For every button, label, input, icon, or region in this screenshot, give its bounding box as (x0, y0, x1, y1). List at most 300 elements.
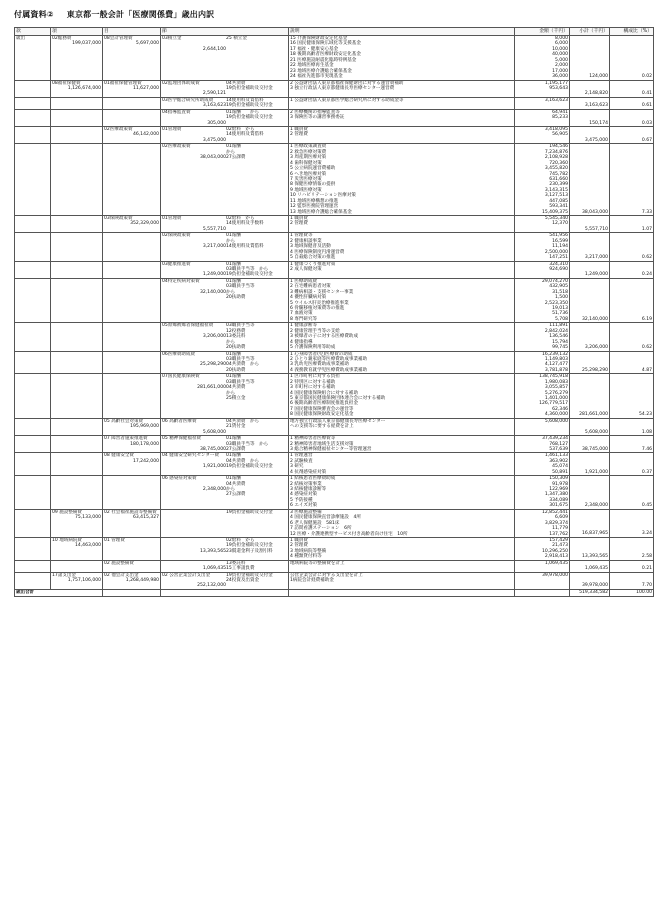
cell-amount-line: 6,609 (554, 515, 568, 521)
cell-desc-line: 7 災害医療対策 (290, 176, 322, 182)
setsu2-line: 01報酬 (226, 436, 241, 442)
table-row (15, 572, 654, 589)
cell-desc-line: 3 結核健康診断等 (290, 487, 327, 492)
cell-moku-line: 195,969,000 (130, 424, 159, 430)
setsu2-line: 13委託料 (226, 334, 246, 340)
cell-amount-line: 64,941 (552, 109, 568, 115)
cell-kou (51, 560, 103, 572)
table-row (15, 323, 654, 351)
cell-amount-line: 137,762 (549, 531, 568, 537)
cell-desc-line: 4 歯科保健対策 (290, 160, 322, 166)
setsu2-line: 27公課費 (226, 446, 246, 452)
cell-desc-line: 4 感染症対策 (290, 492, 318, 498)
setsu-line: 03医学総合研究所助成費 (162, 97, 214, 103)
setsu-right (226, 233, 287, 249)
cell-amount-line: 631,660 (549, 176, 568, 182)
cell-amount-line: 6,000 (554, 41, 568, 47)
cell-desc-line: 5 自殺総合対策の推進 (290, 255, 336, 261)
cell-desc-line: 5 介護保険利用等助成 (290, 345, 336, 351)
cell-amount-line: 334,089 (549, 497, 568, 503)
cell-amount-line: 1,069,435 (544, 560, 568, 566)
setsu-line: 3,163,623 (202, 103, 226, 109)
cell-desc-line: 5 ウイルス肝炎治療推進事業 (290, 300, 349, 306)
cell-amount-line: 2,842,024 (544, 328, 568, 334)
cell-kan (15, 127, 51, 144)
setsu-line: 32,140,000 (199, 289, 226, 295)
setsu2-line: 04共済費 (226, 385, 246, 391)
cell-moku-line: 46,142,000 (132, 132, 159, 138)
cell-desc-line: 1 健康づくり推進対策 (290, 261, 336, 267)
cell-amount (515, 476, 570, 510)
cell-amount-line: 157,429 (549, 537, 568, 543)
cell-kan (15, 351, 51, 374)
cell-setsu (161, 436, 289, 453)
table-row (15, 144, 654, 216)
cell-ratio: 2.58 (610, 537, 654, 560)
setsu2-line: 27公課費 (226, 155, 246, 161)
cell-desc-line: 1 区市町村に対する負担 (290, 374, 340, 380)
cell-desc (289, 216, 515, 233)
cell-desc (289, 144, 515, 216)
cell-desc-line: 1 精神障害者医療費等 (290, 436, 336, 442)
header-amount: 金額（千円） (515, 28, 570, 36)
header-ratio: 構成比（%） (610, 28, 654, 36)
setsu2-line: 03職員手当等 から (226, 266, 269, 272)
cell-subtotal: 39,978,000 (570, 572, 610, 589)
cell-desc-line: 3 周産期医療対策 (290, 155, 327, 161)
cell-amount-line: 122,969 (549, 487, 568, 492)
total-subtotal: 519,334,582 (570, 589, 610, 597)
cell-amount-line: 432,905 (549, 284, 568, 290)
cell-moku-line: 07 障害者施策推進費 (104, 436, 148, 442)
cell-amount-line: 37,439,234 (541, 436, 568, 442)
cell-desc (289, 418, 515, 435)
cell-kan (15, 36, 51, 81)
cell-amount-line: 16,239,132 (541, 351, 568, 357)
table-body (15, 36, 654, 590)
setsu-line: 252,132,000 (197, 583, 226, 589)
setsu-right (226, 36, 287, 52)
cell-kou (51, 109, 103, 126)
cell-setsu (161, 109, 289, 126)
cell-subtotal: 3,163,623 (570, 97, 610, 109)
cell-kou (51, 278, 103, 323)
setsu-line: 04指導監査費 (162, 109, 191, 115)
cell-desc-line: 3 市町村に対する補助 (290, 385, 336, 391)
cell-amount-line: 3,055,857 (544, 385, 568, 391)
cell-moku (103, 127, 161, 144)
cell-amount-line: 91,978 (552, 481, 568, 487)
cell-amount-line: 4,360,000 (544, 412, 568, 418)
setsu2-line: 02給料 から (226, 216, 255, 221)
cell-ratio: 0.02 (610, 36, 654, 81)
table-row (15, 216, 654, 233)
setsu2-line: から (226, 339, 236, 345)
cell-amount-line: 39,978,000 (541, 572, 568, 578)
header-kan: 款 (15, 28, 51, 36)
setsu-right (226, 262, 287, 278)
setsu-line: 04特定疾病対策費 (162, 278, 200, 284)
cell-kan (15, 323, 51, 351)
budget-table (14, 27, 654, 597)
setsu2-line: 19負担金補助及交付金 (226, 115, 273, 121)
cell-amount-line: 541,956 (549, 233, 568, 239)
cell-amount-line: 10,000 (552, 46, 568, 52)
cell-desc-line: 1病院会計経費補助金 (290, 578, 334, 583)
cell-desc (289, 80, 515, 97)
cell-amount (515, 436, 570, 453)
cell-amount-line: 1,500 (554, 295, 568, 301)
setsu2-line: 21貸付金 (226, 424, 246, 430)
setsu-left (162, 573, 226, 589)
cell-subtotal: 150,174 (570, 109, 610, 126)
setsu2-line: 23償還金利子及割引料 (226, 548, 273, 554)
setsu2-line: 03職員手当等 (226, 379, 255, 385)
cell-kan (15, 233, 51, 261)
cell-desc-line: 1 職員費 (290, 537, 308, 543)
setsu-left (162, 476, 226, 498)
cell-amount-line: 147,251 (549, 255, 568, 261)
cell-amount (515, 216, 570, 233)
cell-desc-line: 4 国民健康保険直営診療施設 4所 (290, 515, 361, 521)
cell-desc (289, 233, 515, 261)
cell-kan (15, 436, 51, 453)
page-title (14, 9, 224, 20)
table-row (15, 261, 654, 278)
cell-desc-line: 2 在宅難病患者対策 (290, 284, 331, 290)
cell-kan (15, 476, 51, 510)
cell-kou (51, 261, 103, 278)
cell-subtotal: 3,206,000 (570, 323, 610, 351)
cell-kou (51, 374, 103, 419)
cell-desc (289, 560, 515, 572)
setsu2-line: から (226, 289, 236, 295)
header-moku: 目 (103, 28, 161, 36)
setsu-left (162, 538, 226, 554)
cell-desc (289, 537, 515, 560)
table-row (15, 80, 654, 97)
setsu-right (226, 81, 287, 97)
cell-amount-line: 136,546 (549, 334, 568, 340)
cell-moku (103, 537, 161, 560)
cell-kan (15, 537, 51, 560)
cell-desc-line: 8 保健医療情報の提供 (290, 182, 336, 188)
cell-amount-line: 301,675 (549, 503, 568, 509)
setsu-right (226, 352, 287, 374)
cell-amount (515, 36, 570, 81)
setsu-line: 2,590,121 (202, 91, 226, 97)
cell-ratio: 1.08 (610, 418, 654, 435)
cell-ratio: 0.03 (610, 109, 654, 126)
cell-moku (103, 109, 161, 126)
setsu-left (162, 323, 226, 350)
cell-desc-line: 1 職員費 (290, 216, 308, 221)
setsu2-line: 01報酬 (226, 233, 241, 239)
cell-amount-line: 593,341 (549, 204, 568, 210)
cell-desc-line: 1 健康診断等 (290, 323, 318, 329)
cell-ratio: 7.33 (610, 144, 654, 216)
cell-setsu (161, 127, 289, 144)
header-subtotal: 小計（千円） (570, 28, 610, 36)
table-header-row (15, 28, 654, 36)
header-kou: 項 (51, 28, 103, 36)
cell-amount-line: 194,546 (549, 144, 568, 150)
cell-desc-line: 2 救急医療対策費 (290, 149, 327, 155)
setsu2-line: 01報酬 (226, 278, 241, 284)
cell-desc-line: 10 リハビリテーション医療対策 (290, 193, 356, 199)
cell-desc-line: 2 管理費 (290, 543, 308, 549)
cell-kan (15, 80, 51, 97)
cell-desc-line: 23 地域医療介護総合確保基金 (290, 68, 352, 74)
cell-ratio: 3.24 (610, 509, 654, 537)
cell-kou-line: 14,463,000 (74, 543, 101, 549)
cell-moku (103, 572, 161, 589)
setsu-line: 07国民健康保険費 (162, 374, 200, 380)
table-row (15, 453, 654, 476)
cell-amount-line: 2,500,000 (544, 249, 568, 255)
table-row (15, 36, 654, 81)
cell-moku-line: 02 他会計支出金 (104, 572, 139, 578)
cell-amount-line: 12,370 (552, 221, 568, 227)
cell-moku (103, 509, 161, 537)
setsu2-line: から (226, 390, 236, 396)
cell-desc-line: 1 医療政策調査費 (290, 144, 327, 150)
cell-amount-line: 2,000 (554, 63, 568, 69)
cell-amount-line: 5,276,279 (544, 390, 568, 396)
setsu-line: 01管理費 (162, 127, 182, 132)
setsu-line: 1,921,000 (202, 464, 226, 470)
setsu2-line: 04共済費 (226, 481, 246, 487)
setsu-line: 05 精神保健福祉費 (162, 436, 202, 442)
cell-desc-line: 3 乳幼児医療費助成事業補助 (290, 362, 349, 368)
setsu2-line: 04共済費 から (226, 362, 260, 368)
table-row (15, 418, 654, 435)
cell-amount-line: 953,643 (549, 85, 568, 91)
setsu2-line: 01報酬 から (226, 109, 260, 115)
cell-amount (515, 127, 570, 144)
cell-subtotal: 1,069,435 (570, 560, 610, 572)
cell-desc-line: 3 被爆者の子に対する医療費助成 (290, 334, 358, 340)
cell-subtotal: 13,393,565 (570, 537, 610, 560)
cell-desc-line: 11 地域医療構想の推進 (290, 198, 339, 204)
cell-moku-line: 01 管理費 (104, 537, 125, 543)
cell-desc-line: 公営企業会計に対する支出金を計上 (290, 572, 363, 578)
cell-desc-line: 2 特別区に対する補助 (290, 379, 336, 385)
setsu2-line: 25 積立金 (226, 36, 247, 41)
cell-amount-line: 447,085 (549, 198, 568, 204)
cell-amount (515, 537, 570, 560)
cell-desc-line: 7 国民健康保険審査会の運営等 (290, 406, 354, 412)
cell-amount-line: 1,195,177 (544, 80, 568, 86)
cell-moku (103, 97, 161, 109)
setsu2-line: 19負担金補助及交付金 (226, 85, 273, 91)
cell-desc-line: 21 医療施設耐震化臨時特例基金 (290, 57, 357, 63)
cell-desc-line: 3 医療施設整備 (290, 509, 322, 515)
cell-desc-line: 2 医療機関の指導監査等 (290, 109, 340, 115)
table-row (15, 476, 654, 510)
cell-desc-line: 22 地域医療再生基金 (290, 63, 334, 69)
cell-amount-line: 1,461,133 (544, 453, 568, 459)
cell-moku (103, 233, 161, 261)
cell-desc-line: 2 試験検査 (290, 458, 313, 464)
cell-desc-line: 13 地域医療介護総合確保基金 (290, 209, 352, 215)
cell-amount (515, 572, 570, 589)
cell-amount-line: 720,360 (549, 160, 568, 166)
setsu-left (162, 510, 226, 515)
cell-amount-line: 5,608,000 (544, 418, 568, 424)
cell-subtotal: 38,043,000 (570, 144, 610, 216)
setsu2-line: 15工事請負費 (226, 566, 255, 572)
cell-desc-line: 6 エイズ対策 (290, 503, 318, 509)
cell-setsu (161, 476, 289, 510)
cell-amount-line: 40,000 (552, 52, 568, 58)
setsu-left (162, 98, 226, 109)
cell-kan (15, 216, 51, 233)
table-row (15, 560, 654, 572)
cell-moku (103, 216, 161, 233)
cell-amount (515, 509, 570, 537)
setsu2-line: 14使用料及賃借料 (226, 132, 264, 138)
cell-amount-line: 5,708 (554, 316, 568, 322)
setsu2-line: 20扶助費 (226, 295, 246, 301)
setsu-line: 04 健康安全研究センター費 (162, 453, 220, 459)
cell-kou-line: 1,757,106,000 (67, 578, 101, 583)
setsu2-line: 19負担金補助及交付金 (226, 464, 273, 470)
cell-subtotal: 38,745,000 (570, 436, 610, 453)
cell-desc-line: 3 地域保健普及活動 (290, 244, 331, 250)
setsu-line: 06 感染症対策費 (162, 476, 197, 482)
cell-desc-line: 12 医療・介護連携型サービス付き高齢者向け住宅 10所 (290, 531, 408, 537)
cell-kan (15, 261, 51, 278)
cell-ratio: 0.41 (610, 80, 654, 97)
setsu2-line: 14使用料及手数料 (226, 221, 264, 227)
cell-setsu (161, 80, 289, 97)
cell-kou (51, 509, 103, 537)
cell-setsu (161, 418, 289, 435)
setsu-left (162, 561, 226, 572)
cell-desc-line: 5 予防接種 (290, 497, 313, 503)
cell-amount-line: 31,518 (552, 289, 568, 295)
cell-amount-line: 1,347,380 (544, 492, 568, 498)
cell-ratio: 0.67 (610, 127, 654, 144)
cell-subtotal: 281,661,000 (570, 374, 610, 419)
setsu2-line: 01報酬 (226, 453, 241, 459)
cell-desc-line: 6 骨髄移植対策費等の推進 (290, 306, 345, 311)
cell-desc-line: 4 国民健康保険組合に対する補助 (290, 390, 358, 396)
cell-kou-line: 75,133,000 (74, 515, 101, 521)
cell-ratio: 0.62 (610, 233, 654, 261)
cell-ratio: 0.24 (610, 261, 654, 278)
cell-moku-line: 02 施設整備費 (104, 560, 134, 566)
cell-ratio: 0.62 (610, 323, 654, 351)
cell-moku (103, 351, 161, 374)
cell-ratio: 4.87 (610, 351, 654, 374)
cell-amount-line: 5,545,340 (544, 216, 568, 221)
cell-moku-line: 08会計管理費 (104, 36, 133, 41)
cell-amount (515, 374, 570, 419)
cell-desc-line: 地方独立行政法人東京都健康長寿医療センター (290, 418, 386, 424)
cell-desc-line: 3 地域病院等整備 (290, 548, 327, 554)
setsu-right (226, 110, 287, 126)
cell-amount-line: 15,409,375 (541, 209, 568, 215)
cell-amount-line: 111,891 (549, 323, 568, 329)
cell-ratio: 0.61 (610, 97, 654, 109)
setsu-left (162, 453, 226, 469)
setsu-left (162, 36, 226, 52)
cell-amount-line: 745,782 (549, 171, 568, 177)
cell-desc-line: 1 管理運営 (290, 453, 313, 459)
cell-desc-line: 4 健康指導 (290, 339, 313, 345)
cell-subtotal: 25,298,290 (570, 351, 610, 374)
setsu-right (226, 573, 287, 589)
cell-kou (51, 436, 103, 453)
table-row (15, 233, 654, 261)
cell-desc (289, 572, 515, 589)
table-row (15, 537, 654, 560)
cell-kou-line: 08福祉保健費 (52, 80, 81, 86)
table-row (15, 374, 654, 419)
cell-desc-line: 7 血液対策 (290, 311, 313, 317)
table-row (15, 278, 654, 323)
cell-amount-line: 138,745,918 (539, 374, 568, 380)
cell-amount-line: 3,829,374 (544, 520, 568, 526)
total-label: 歳出合計 (15, 589, 103, 597)
setsu-left (162, 233, 226, 249)
cell-kou (51, 453, 103, 476)
setsu-line: 2,348,000 (202, 487, 226, 492)
cell-kou-line: 02総務費 (52, 36, 72, 41)
cell-moku-line: 352,329,000 (130, 221, 159, 227)
setsu-right (226, 538, 287, 554)
setsu2-line: 13委託料 (226, 560, 246, 566)
setsu2-line: 01報酬 (226, 476, 241, 482)
setsu-left (162, 279, 226, 301)
cell-amount-line: 3,143,315 (544, 187, 568, 193)
cell-desc-line: 地域病院等の整備費を計上 (290, 560, 345, 566)
cell-subtotal: 124,000 (570, 36, 610, 81)
setsu2-line: 20扶助費 (226, 345, 246, 351)
cell-moku-line: 01福祉保健管理費 (104, 80, 142, 86)
cell-ratio: 0.37 (610, 453, 654, 476)
cell-desc-line: 7 訪問看護ステーション 6所 (290, 526, 352, 532)
setsu-right (226, 144, 287, 160)
cell-desc (289, 109, 515, 126)
setsu2-line: 02給料 から (226, 127, 255, 132)
cell-amount-line: 230,399 (549, 182, 568, 188)
total-ratio: 100.00 (610, 589, 654, 597)
cell-moku (103, 418, 161, 435)
cell-subtotal: 16,837,965 (570, 509, 610, 537)
cell-setsu (161, 36, 289, 81)
cell-desc-line: 18 後期高齢者医療財政安定化基金 (290, 52, 361, 58)
cell-kan (15, 560, 51, 572)
cell-amount-line: 126,779,517 (539, 401, 568, 407)
table-row (15, 97, 654, 109)
cell-subtotal: 32,140,000 (570, 278, 610, 323)
cell-amount-line: 2,108,928 (544, 155, 568, 161)
cell-amount-line: 10,296,250 (541, 548, 568, 554)
cell-setsu (161, 351, 289, 374)
setsu-line: 3,217,000 (202, 244, 226, 250)
setsu-line: 25,298,290 (199, 362, 226, 368)
cell-amount-line: 99,745 (552, 345, 568, 351)
cell-amount-line: 5,000 (554, 57, 568, 63)
setsu-right (226, 98, 287, 109)
cell-amount (515, 560, 570, 572)
cell-ratio: 6.19 (610, 278, 654, 323)
cell-setsu (161, 278, 289, 323)
setsu-left (162, 144, 226, 160)
